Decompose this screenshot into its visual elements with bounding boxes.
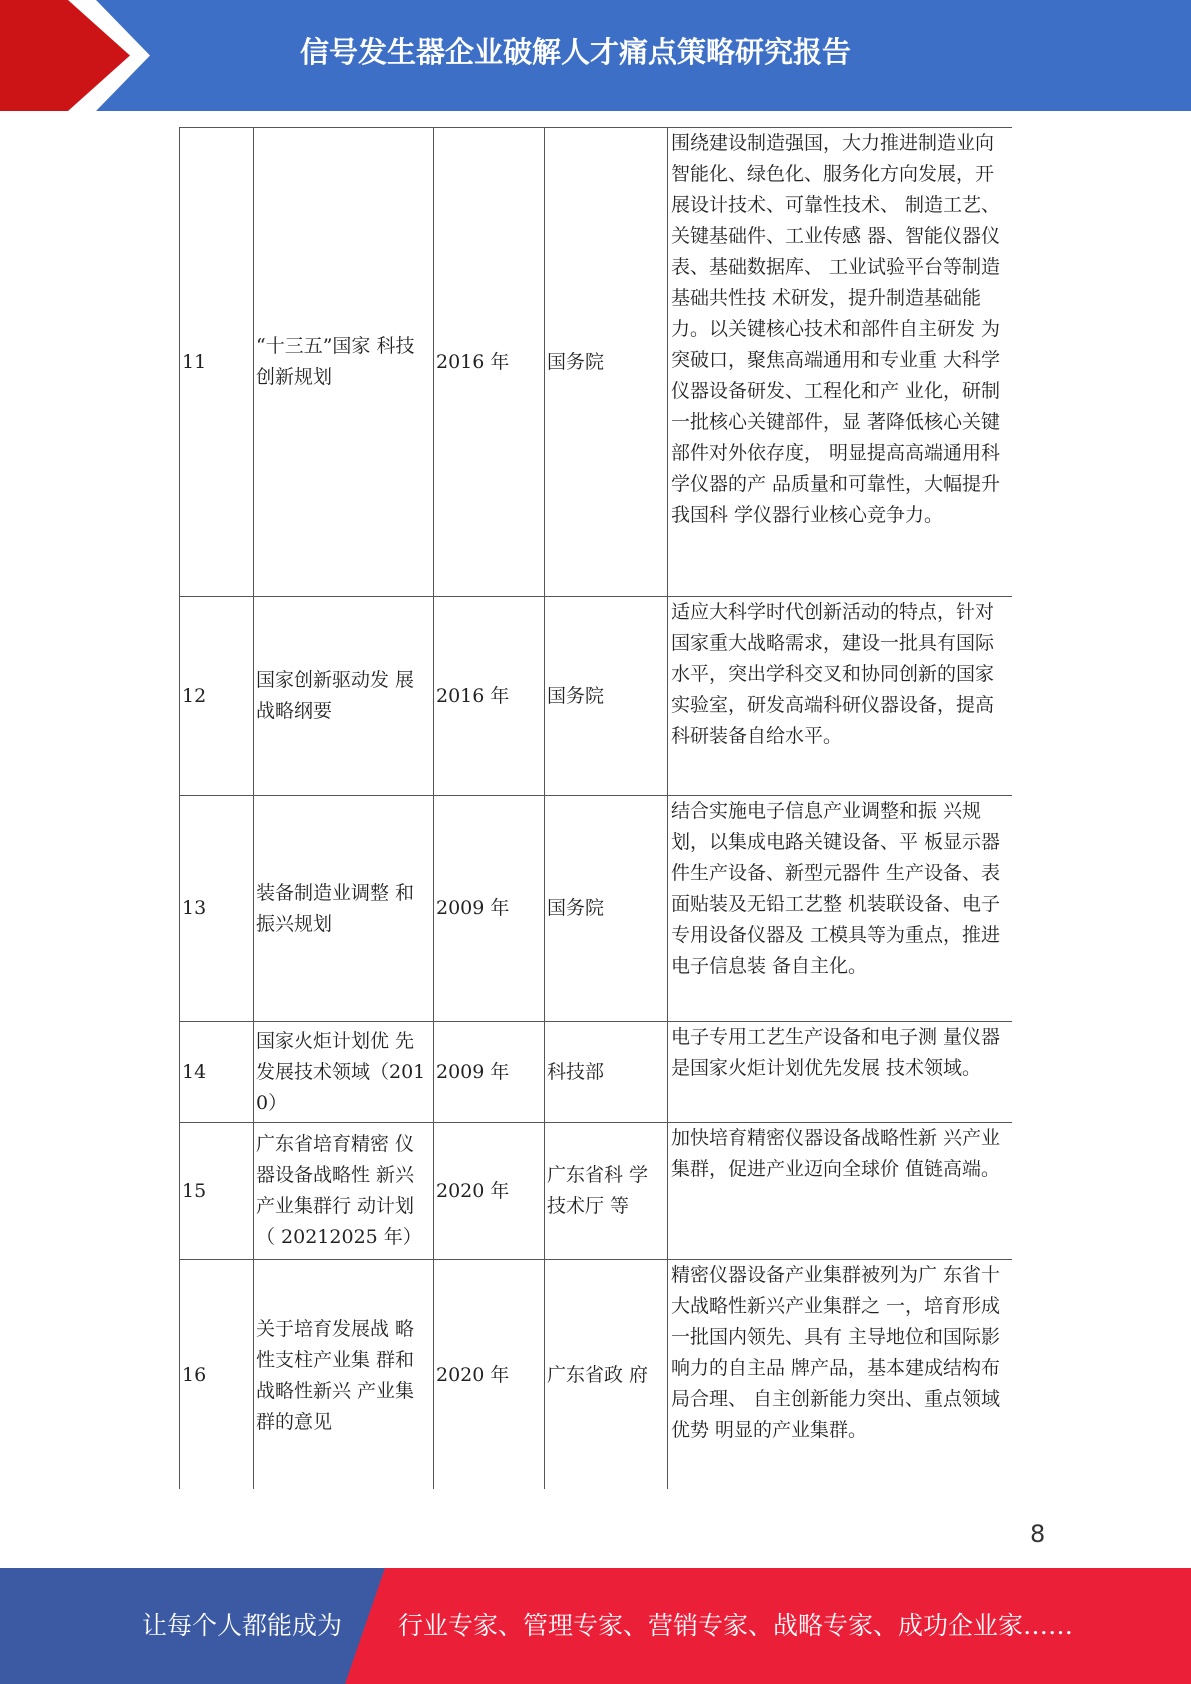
policy-description: 加快培育精密仪器设备战略性新 兴产业集群，促进产业迈向全球价 值链高端。	[668, 1123, 1013, 1260]
page-header	[0, 0, 1191, 111]
row-number: 15	[180, 1123, 254, 1260]
policy-name: 广东省培育精密 仪器设备战略性 新兴产业集群行 动计划（ 20212025 年）	[254, 1123, 434, 1260]
policy-year: 2020 年	[434, 1260, 545, 1490]
report-title: 信号发生器企业破解人才痛点策略研究报告	[300, 35, 852, 69]
page-footer	[0, 1568, 1191, 1684]
policy-year: 2016 年	[434, 597, 545, 796]
table-row	[180, 1260, 1013, 1490]
policy-name: 装备制造业调整 和振兴规划	[254, 796, 434, 1022]
policy-department: 国务院	[545, 597, 668, 796]
policy-department: 国务院	[545, 128, 668, 597]
row-number: 16	[180, 1260, 254, 1490]
policy-department: 国务院	[545, 796, 668, 1022]
table-row	[180, 128, 1013, 597]
page-number: 8	[1030, 1520, 1046, 1548]
policy-department: 广东省政 府	[545, 1260, 668, 1490]
row-number: 12	[180, 597, 254, 796]
policy-table	[179, 127, 1012, 1489]
row-number: 14	[180, 1022, 254, 1123]
policy-year: 2009 年	[434, 1022, 545, 1123]
policy-year: 2016 年	[434, 128, 545, 597]
policy-description: 电子专用工艺生产设备和电子测 量仪器是国家火炬计划优先发展 技术领域。	[668, 1022, 1013, 1123]
policy-table-container	[179, 127, 1012, 1489]
policy-name: 关于培育发展战 略性支柱产业集 群和战略性新兴 产业集群的意见	[254, 1260, 434, 1490]
footer-slogan-right: 行业专家、管理专家、营销专家、战略专家、成功企业家……	[398, 1611, 1074, 1640]
row-number: 11	[180, 128, 254, 597]
table-row	[180, 796, 1013, 1022]
policy-year: 2009 年	[434, 796, 545, 1022]
header-chevron-icon	[0, 0, 140, 111]
table-row	[180, 1022, 1013, 1123]
row-number: 13	[180, 796, 254, 1022]
policy-name: 国家创新驱动发 展战略纲要	[254, 597, 434, 796]
policy-name: “十三五”国家 科技创新规划	[254, 128, 434, 597]
policy-description: 围绕建设制造强国，大力推进制造业向智能化、绿色化、服务化方向发展，开展设计技术、可靠性技术、 制造工艺、关键基础件、工业传感 器、智能仪器仪表、基础数据库、 工业试验平台等制造基础共性技 术研发，提升制造基础能力。以关键核心技术和部件自主研发 为突破口，聚焦高端通用和专业重 大科学仪器设备研发、工程化和产 业化，研制一批核心关键部件，显 著降低核心关键部件对外依存度， 明显提高高端通用科学仪器的产 品质量和可靠性，大幅提升我国科 学仪器行业核心竞争力。	[668, 128, 1013, 597]
table-row	[180, 597, 1013, 796]
policy-description: 结合实施电子信息产业调整和振 兴规划，以集成电路关键设备、平 板显示器件生产设备、新型元器件 生产设备、表面贴装及无铅工艺整 机装联设备、电子专用设备仪器及 工模具等为重点，推进电子信息装 备自主化。	[668, 796, 1013, 1022]
policy-description: 精密仪器设备产业集群被列为广 东省十大战略性新兴产业集群之 一，培育形成一批国内领先、具有 主导地位和国际影响力的自主品 牌产品，基本建成结构布局合理、 自主创新能力突出、重点领域优势 明显的产业集群。	[668, 1260, 1013, 1490]
policy-name: 国家火炬计划优 先发展技术领域（2010）	[254, 1022, 434, 1123]
policy-department: 广东省科 学技术厅 等	[545, 1123, 668, 1260]
footer-slogan-left: 让每个人都能成为	[142, 1611, 343, 1640]
policy-year: 2020 年	[434, 1123, 545, 1260]
policy-description: 适应大科学时代创新活动的特点，针对国家重大战略需求，建设一批具有国际水平，突出学科交叉和协同创新的国家实验室，研发高端科研仪器设备，提高科研装备自给水平。	[668, 597, 1013, 796]
policy-department: 科技部	[545, 1022, 668, 1123]
table-row	[180, 1123, 1013, 1260]
